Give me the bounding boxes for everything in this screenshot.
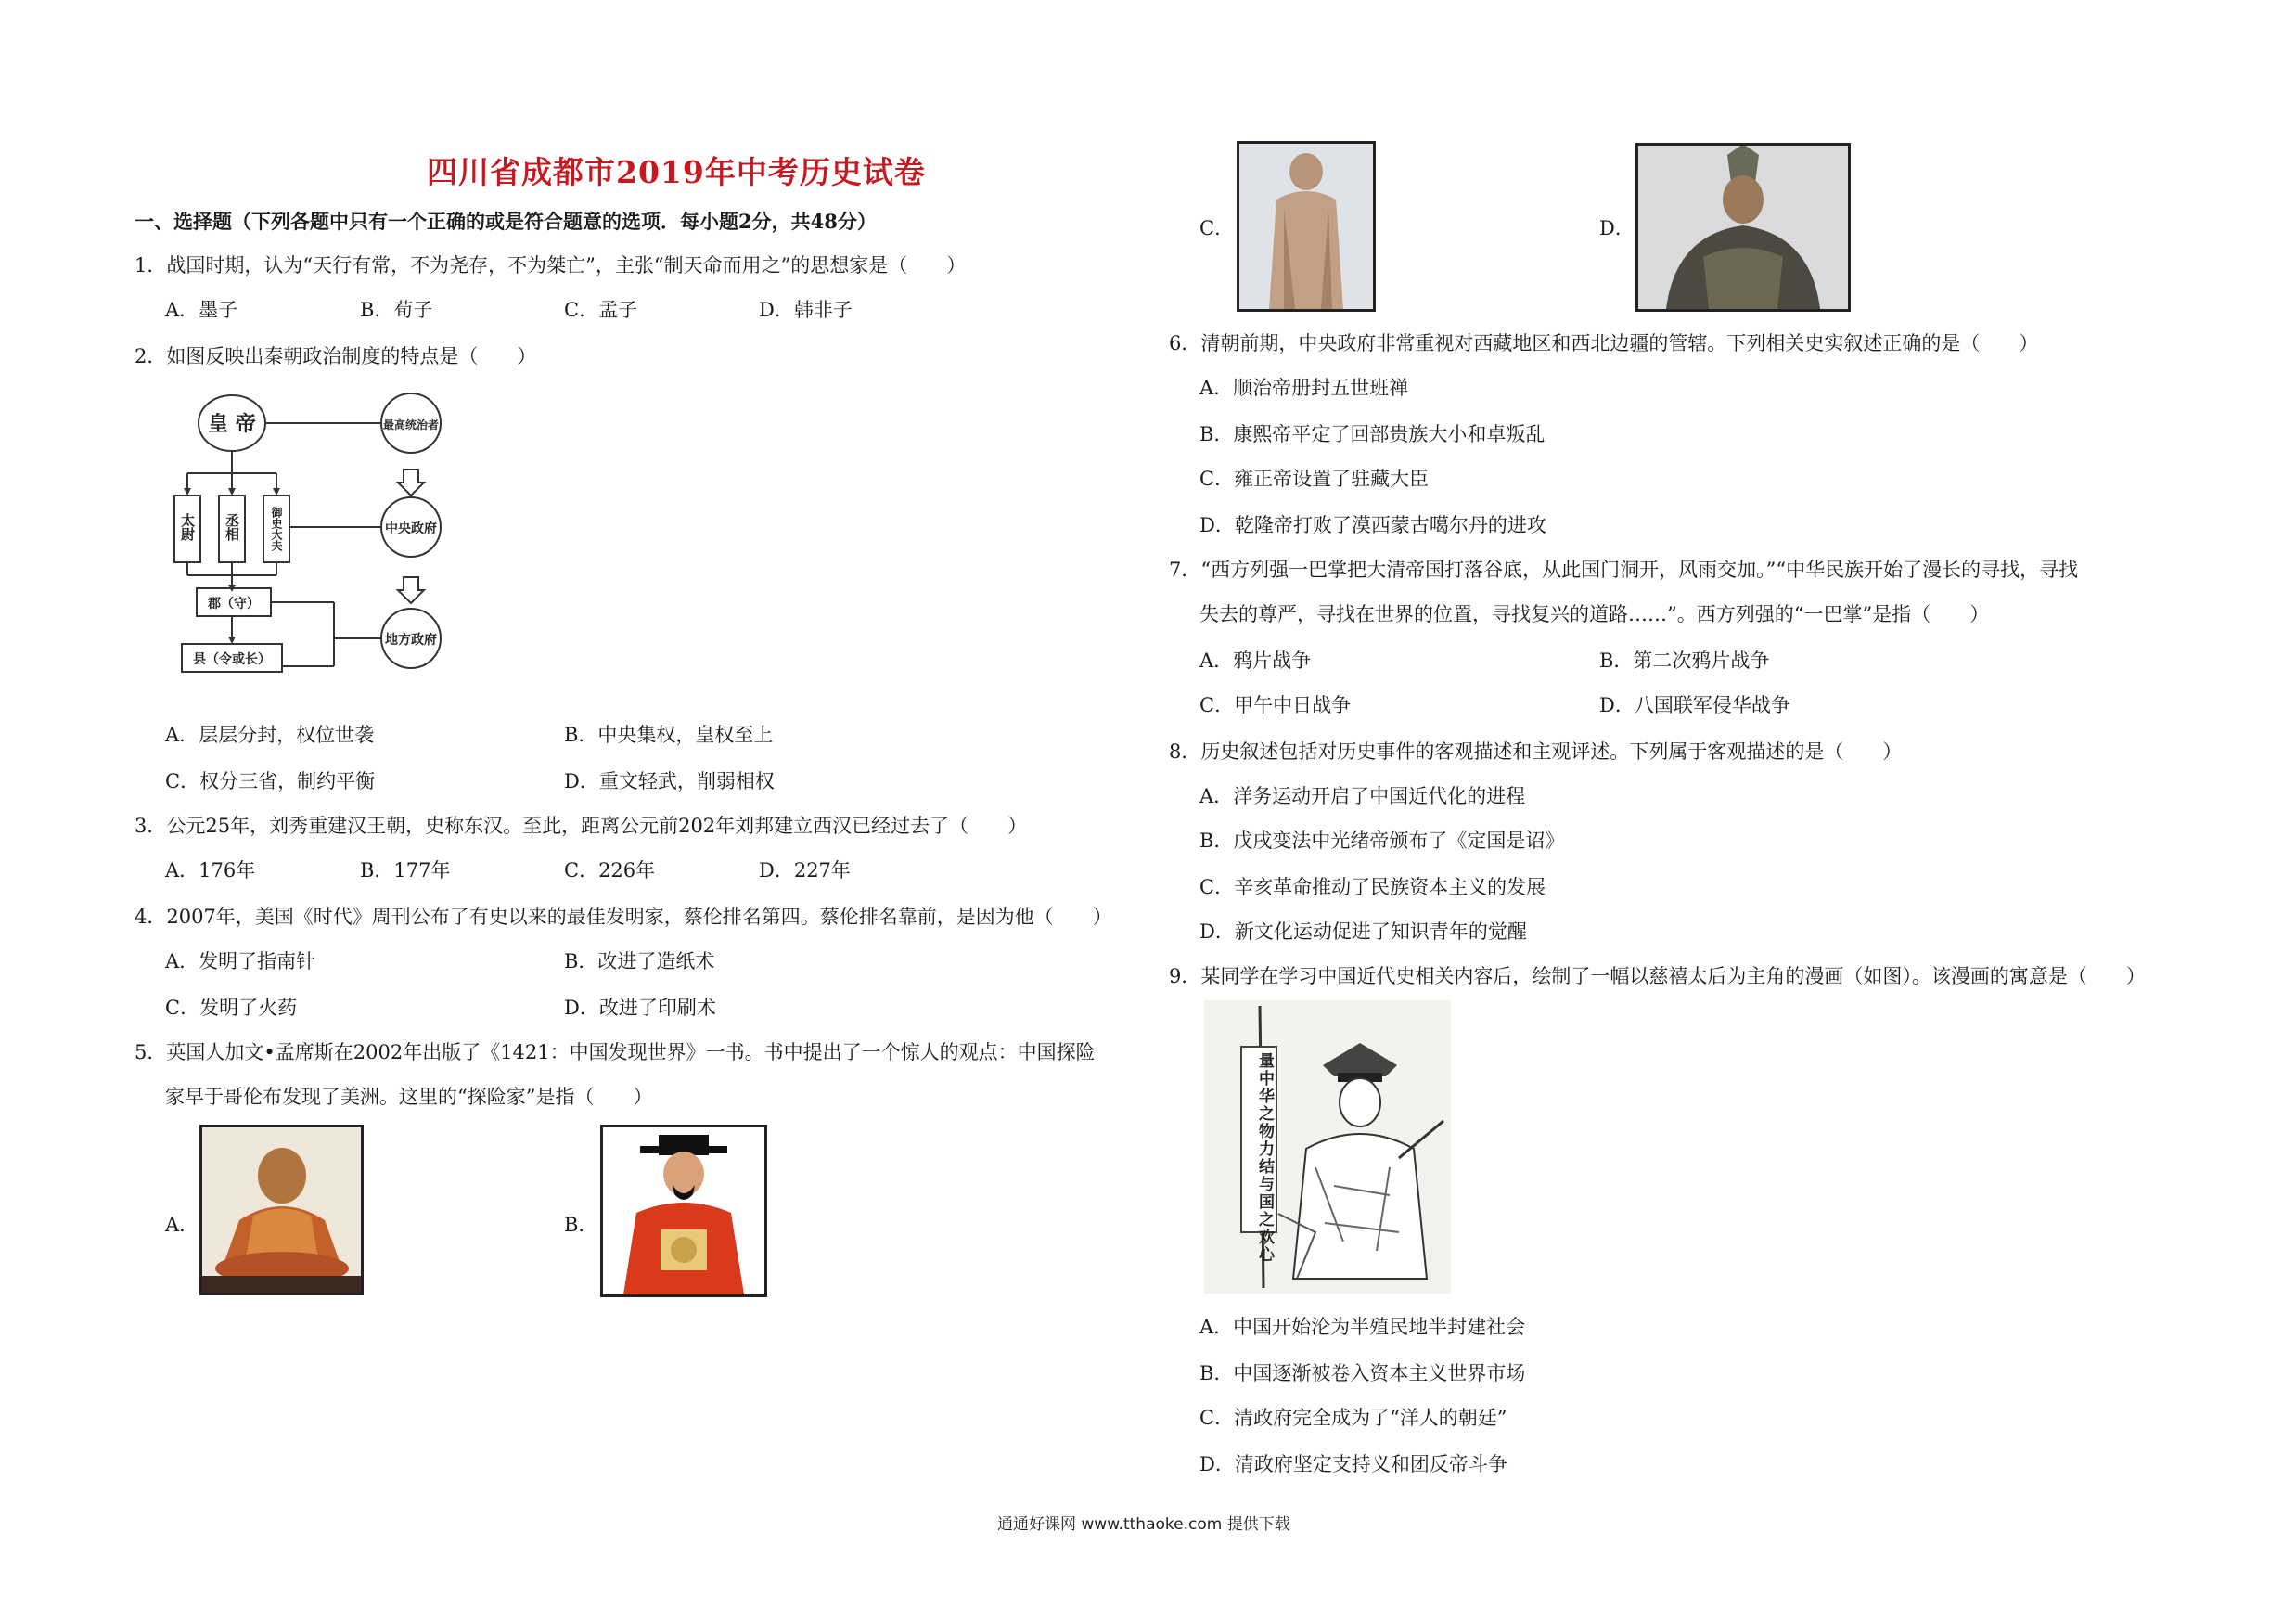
q8-stem: 8．历史叙述包括对历史事件的客观描述和主观评述。下列属于客观描述的是（ ） (1169, 740, 1903, 763)
q2-option-a: A．层层分封，权位世袭 (165, 724, 375, 746)
q6-option-d: D．乾隆帝打败了漠西蒙古噶尔丹的进攻 (1199, 514, 1546, 536)
q3-stem: 3．公元25年，刘秀重建汉王朝，史称东汉。至此，距离公元前202年刘邦建立西汉已经过去了（ ） (135, 815, 1028, 837)
q1-stem: 1．战国时期，认为“天行有常，不为尧存，不为桀亡”，主张“制天命而用之”的思想家是（ ） (135, 254, 967, 277)
diagram-yushi: 御史大夫 (270, 507, 283, 551)
diagram-xian: 县（令或长） (193, 652, 271, 667)
page-title: 四川省成都市2019年中考历史试卷 (427, 154, 926, 190)
q7-stem-line1: 7．“西方列强一巴掌把大清帝国打落谷底，从此国门洞开，风雨交加。”“中华民族开始了漫长的寻找，寻找 (1169, 559, 2079, 581)
diagram-central-gov: 中央政府 (385, 521, 437, 536)
q5-option-c-label: C． (1199, 217, 1235, 239)
q8-option-a: A．洋务运动开启了中国近代化的进程 (1199, 785, 1526, 807)
q5-option-b-label: B． (564, 1214, 598, 1236)
diagram-jun: 郡（守） (208, 597, 260, 611)
diagram-supreme-ruler: 最高统治者 (382, 418, 440, 431)
q2-option-b: B．中央集权，皇权至上 (564, 724, 774, 746)
q8-option-d: D．新文化运动促进了知识青年的觉醒 (1199, 920, 1527, 943)
q9-option-d: D．清政府坚定支持义和团反帝斗争 (1199, 1453, 1507, 1475)
q7-stem-line2: 失去的尊严，寻找在世界的位置，寻找复兴的道路……”。西方列强的“一巴掌”是指（ ） (1199, 603, 1990, 625)
q6-option-b: B．康熙帝平定了回部贵族大小和卓叛乱 (1199, 423, 1546, 445)
page-footer: 通通好课网 www.tthaoke.com 提供下载 (997, 1515, 1290, 1534)
q3-option-a: A．176年 (165, 859, 256, 882)
q1-option-b: B．荀子 (360, 299, 433, 321)
q8-option-b: B．戊戌变法中光绪帝颁布了《定国是诏》 (1199, 830, 1565, 852)
q6-option-a: A．顺治帝册封五世班禅 (1199, 377, 1409, 399)
armored-warrior-photo (1635, 143, 1851, 312)
ming-official-portrait (600, 1125, 767, 1297)
q1-option-c: C．孟子 (564, 299, 638, 321)
q9-option-a: A．中国开始沦为半殖民地半封建社会 (1199, 1316, 1526, 1338)
q7-option-c: C．甲午中日战争 (1199, 694, 1352, 716)
q2-stem: 2．如图反映出秦朝政治制度的特点是（ ） (135, 345, 537, 367)
q5-stem-line1: 5．英国人加文•孟席斯在2002年出版了《1421：中国发现世界》一书。书中提出了一个惊人的观点：中国探险 (135, 1041, 1096, 1063)
qin-system-diagram (167, 379, 464, 694)
diagram-chengxiang: 丞相 (224, 513, 240, 541)
q2-option-c: C．权分三省，制约平衡 (165, 770, 376, 792)
q7-option-b: B．第二次鸦片战争 (1599, 650, 1770, 672)
cartoon-banner-text: 量中华之物力结与国之欢心 (1255, 1052, 1274, 1264)
q5-stem-line2: 家早于哥伦布发现了美洲。这里的“探险家”是指（ ） (165, 1086, 653, 1108)
diagram-local-gov: 地方政府 (385, 633, 437, 648)
q7-option-a: A．鸦片战争 (1199, 650, 1312, 672)
monk-statue-photo (199, 1125, 364, 1295)
q9-option-b: B．中国逐渐被卷入资本主义世界市场 (1199, 1362, 1526, 1384)
diagram-taiwei: 太尉 (179, 513, 196, 541)
q5-option-a-label: A． (165, 1214, 199, 1236)
q5-option-d-label: D． (1599, 217, 1635, 239)
cixi-cartoon (1204, 1000, 1451, 1294)
q6-stem: 6．清朝前期，中央政府非常重视对西藏地区和西北边疆的管辖。下列相关史实叙述正确的是（ ） (1169, 332, 2039, 354)
q1-option-d: D．韩非子 (759, 299, 853, 321)
section-heading: 一、选择题（下列各题中只有一个正确的或是符合题意的选项．每小题2分，共48分） (135, 210, 877, 233)
q7-option-d: D．八国联军侵华战争 (1599, 694, 1790, 716)
diagram-emperor: 皇 帝 (208, 412, 256, 436)
q4-option-a: A．发明了指南针 (165, 950, 316, 972)
q1-option-a: A．墨子 (165, 299, 238, 321)
q4-stem: 4．2007年，美国《时代》周刊公布了有史以来的最佳发明家，蔡伦排名第四。蔡伦排名靠前，是因为他（ ） (135, 906, 1112, 928)
q3-option-c: C．226年 (564, 859, 656, 882)
q8-option-c: C．辛亥革命推动了民族资本主义的发展 (1199, 876, 1546, 898)
q9-option-c: C．清政府完全成为了“洋人的朝廷” (1199, 1407, 1507, 1429)
q4-option-c: C．发明了火药 (165, 997, 298, 1019)
q2-option-d: D．重文轻武，削弱相权 (564, 770, 775, 792)
q4-option-d: D．改进了印刷术 (564, 997, 716, 1019)
q3-option-b: B．177年 (360, 859, 451, 882)
general-statue-photo (1237, 141, 1376, 312)
q4-option-b: B．改进了造纸术 (564, 950, 715, 972)
q9-stem: 9．某同学在学习中国近代史相关内容后，绘制了一幅以慈禧太后为主角的漫画（如图）。该漫画的寓意是（ ） (1169, 965, 2146, 987)
q3-option-d: D．227年 (759, 859, 851, 882)
q6-option-c: C．雍正帝设置了驻藏大臣 (1199, 468, 1430, 490)
